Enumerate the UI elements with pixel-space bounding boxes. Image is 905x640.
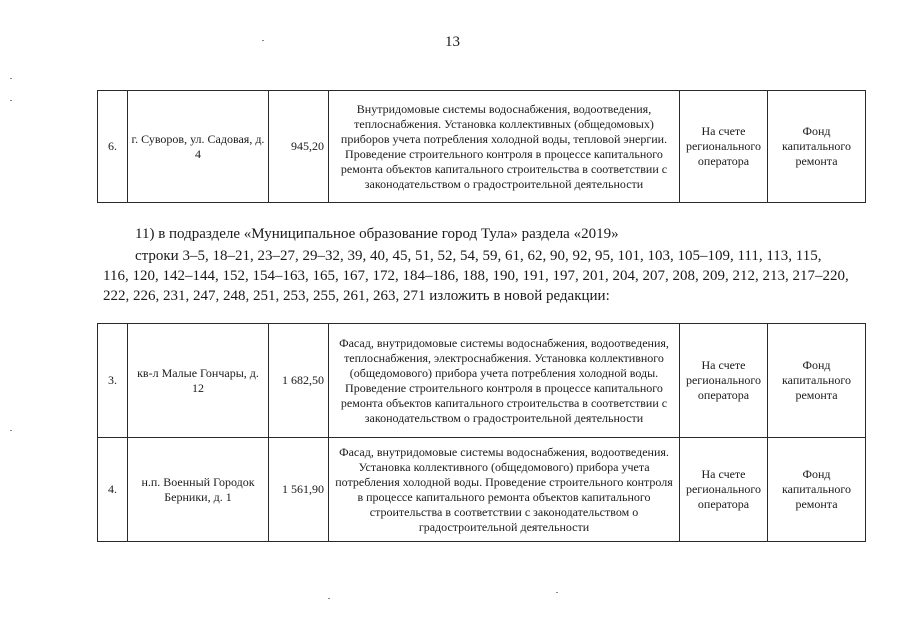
account-cell: На счете регионального оператора <box>680 438 768 542</box>
table-row <box>98 91 866 203</box>
works-cell: Внутридомовые системы водоснабжения, водоотведения, теплоснабжения. Установка коллективных (общедомовых) приборов учета потребления холодной воды, тепловой энергии. Проведение строительного контроля в процессе капитального ремонта объектов капитального строительства в соответствии с законодательством о градостроительной деятельности <box>329 91 680 203</box>
scan-speck <box>328 598 330 599</box>
works-cell: Фасад, внутридомовые системы водоснабжения, водоотведения, теплоснабжения, электроснабжения. Установка коллективного (общедомового) прибора учета потребления холодной воды. Проведение строительного контроля в процессе капитального ремонта объектов капитального строительства в соответствии с законодательством о градостроительной деятельности <box>329 324 680 438</box>
funding-source-cell: Фонд капитального ремонта <box>768 324 866 438</box>
paragraph-line: строки 3–5, 18–21, 23–27, 29–32, 39, 40, 45, 51, 52, 54, 59, 61, 62, 90, 92, 95, 101, 103, 105–109, 111, 113, 115, <box>135 248 822 264</box>
funding-source-cell: Фонд капитального ремонта <box>768 438 866 542</box>
paragraph-body <box>103 246 849 306</box>
area-cell: 945,20 <box>269 91 329 203</box>
table-row <box>98 324 866 438</box>
paragraph-heading: 11) в подразделе «Муниципальное образование город Тула» раздела «2019» <box>135 226 619 242</box>
account-cell: На счете регионального оператора <box>680 324 768 438</box>
scan-speck <box>262 40 264 41</box>
row-number: 3. <box>98 324 128 438</box>
table-bottom <box>97 323 866 542</box>
page-number: 13 <box>445 34 460 50</box>
paragraph-line: 222, 226, 231, 247, 248, 251, 253, 255, 261, 263, 271 изложить в новой редакции: <box>103 288 610 304</box>
address-cell: г. Суворов, ул. Садовая, д. 4 <box>128 91 269 203</box>
address-cell: н.п. Военный Городок Берники, д. 1 <box>128 438 269 542</box>
paragraph-line: 116, 120, 142–144, 152, 154–163, 165, 167, 172, 184–186, 188, 190, 191, 197, 201, 204, 207, 208, 209, 212, 213, 217–220, <box>103 268 849 284</box>
scan-speck <box>10 100 12 101</box>
row-number: 6. <box>98 91 128 203</box>
funding-source-cell: Фонд капитального ремонта <box>768 91 866 203</box>
row-number: 4. <box>98 438 128 542</box>
area-cell: 1 682,50 <box>269 324 329 438</box>
account-cell: На счете регионального оператора <box>680 91 768 203</box>
table-top <box>97 90 866 203</box>
address-cell: кв-л Малые Гончары, д. 12 <box>128 324 269 438</box>
scan-speck <box>10 430 12 431</box>
table-row <box>98 438 866 542</box>
area-cell: 1 561,90 <box>269 438 329 542</box>
works-cell: Фасад, внутридомовые системы водоснабжения, водоотведения. Установка коллективного (общедомового) прибора учета потребления холодной воды. Проведение строительного контроля в процессе капитального ремонта объектов капитального строительства в соответствии с законодательством о градостроительной деятельности <box>329 438 680 542</box>
scan-speck <box>10 78 12 79</box>
scan-speck <box>556 592 558 593</box>
